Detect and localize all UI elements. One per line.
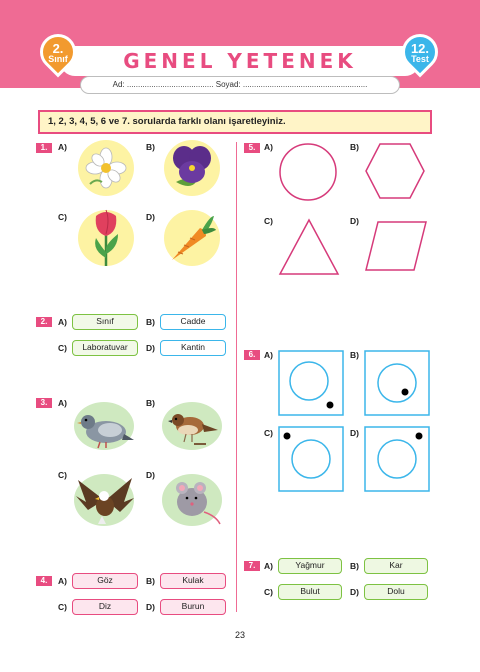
grade-number: 2. — [52, 41, 64, 56]
option-letter[interactable]: C) — [58, 343, 67, 353]
option-letter[interactable]: A) — [58, 317, 67, 327]
instruction-box: 1, 2, 3, 4, 5, 6 ve 7. sorularda farklı olanı işaretleyiniz. — [38, 110, 432, 134]
question-number-7: 7. — [244, 561, 260, 571]
flower-icon[interactable] — [84, 146, 128, 190]
option-letter[interactable]: B) — [350, 561, 359, 571]
option-letter[interactable]: C) — [58, 602, 67, 612]
page-number: 23 — [234, 630, 245, 640]
option-letter[interactable]: C) — [58, 470, 67, 480]
dot-top-right-icon[interactable] — [364, 426, 430, 492]
option-letter[interactable]: D) — [146, 343, 155, 353]
option-letter[interactable]: D) — [350, 587, 359, 597]
question-number-3: 3. — [36, 398, 52, 408]
word-option-b[interactable]: Kulak — [160, 573, 226, 589]
sparrow-icon[interactable] — [164, 404, 224, 448]
word-option-c[interactable]: Diz — [72, 599, 138, 615]
word-option-a[interactable]: Sınıf — [72, 314, 138, 330]
option-letter[interactable]: C) — [264, 587, 273, 597]
option-letter[interactable]: D) — [146, 602, 155, 612]
option-letter[interactable]: A) — [58, 142, 67, 152]
circle-shape-icon[interactable] — [278, 142, 338, 202]
option-letter[interactable]: B) — [146, 398, 155, 408]
option-letter[interactable]: C) — [58, 212, 67, 222]
option-letter[interactable]: A) — [264, 561, 273, 571]
option-letter[interactable]: B) — [146, 317, 155, 327]
pigeon-icon[interactable] — [76, 404, 136, 452]
word-option-a[interactable]: Göz — [72, 573, 138, 589]
word-option-d[interactable]: Dolu — [364, 584, 428, 600]
carrot-icon[interactable] — [164, 210, 220, 266]
pansy-icon[interactable] — [168, 142, 216, 192]
option-letter[interactable]: A) — [264, 142, 273, 152]
word-option-c[interactable]: Bulut — [278, 584, 342, 600]
column-divider — [236, 142, 237, 612]
grade-label: Sınıf — [48, 54, 68, 64]
option-letter[interactable]: C) — [264, 428, 273, 438]
option-letter[interactable]: D) — [350, 216, 359, 226]
option-letter[interactable]: B) — [146, 142, 155, 152]
option-letter[interactable]: B) — [350, 350, 359, 360]
option-letter[interactable]: B) — [146, 576, 155, 586]
question-number-2: 2. — [36, 317, 52, 327]
page-title: GENEL YETENEK — [123, 49, 357, 73]
option-letter[interactable]: B) — [350, 142, 359, 152]
hexagon-shape-icon[interactable] — [364, 142, 426, 200]
option-letter[interactable]: A) — [58, 576, 67, 586]
question-number-4: 4. — [36, 576, 52, 586]
mouse-icon[interactable] — [164, 476, 224, 526]
option-letter[interactable]: D) — [146, 470, 155, 480]
dot-top-left-icon[interactable] — [278, 426, 344, 492]
name-field[interactable]: Ad: ....................................... Soyad: ........................................................ — [80, 76, 400, 94]
word-option-c[interactable]: Laboratuvar — [72, 340, 138, 356]
triangle-shape-icon[interactable] — [278, 218, 340, 276]
option-letter[interactable]: A) — [58, 398, 67, 408]
option-letter[interactable]: D) — [146, 212, 155, 222]
word-option-b[interactable]: Cadde — [160, 314, 226, 330]
parallelogram-shape-icon[interactable] — [364, 220, 428, 272]
tulip-icon[interactable] — [88, 208, 124, 268]
test-number: 12. — [410, 41, 430, 56]
word-option-d[interactable]: Kantin — [160, 340, 226, 356]
question-number-1: 1. — [36, 143, 52, 153]
dot-bottom-right-icon[interactable] — [278, 350, 344, 416]
test-label: Test — [411, 54, 429, 64]
question-number-6: 6. — [244, 350, 260, 360]
word-option-b[interactable]: Kar — [364, 558, 428, 574]
dot-bottom-right-icon[interactable] — [364, 350, 430, 416]
option-letter[interactable]: A) — [264, 350, 273, 360]
word-option-d[interactable]: Burun — [160, 599, 226, 615]
eagle-icon[interactable] — [74, 472, 136, 528]
word-option-a[interactable]: Yağmur — [278, 558, 342, 574]
option-letter[interactable]: C) — [264, 216, 273, 226]
question-number-5: 5. — [244, 143, 260, 153]
option-letter[interactable]: D) — [350, 428, 359, 438]
